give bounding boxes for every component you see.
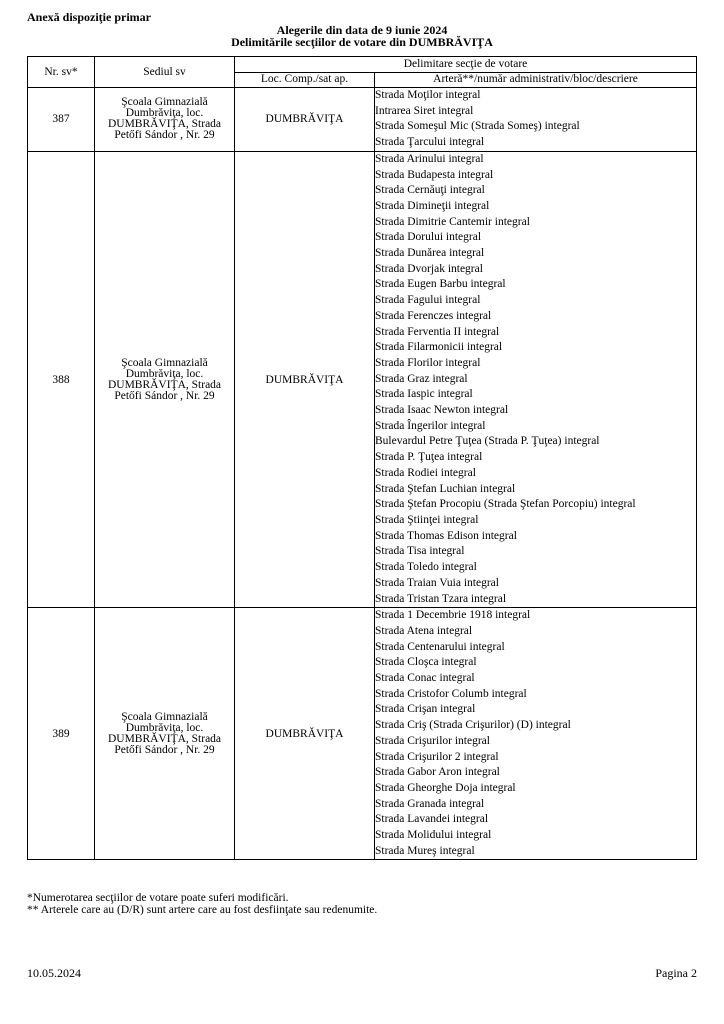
page-number: Pagina 2 — [655, 966, 697, 980]
street-item: Strada Mureş integral — [375, 844, 475, 857]
street-item: Strada Ştiinţei integral — [375, 513, 479, 526]
header-delimitare: Delimitare secţie de votare — [235, 57, 697, 73]
table-body — [28, 88, 697, 860]
street-item: Strada Rodiei integral — [375, 466, 476, 479]
table-row — [28, 608, 697, 860]
street-item: Strada Dorului integral — [375, 231, 482, 244]
station-address: Şcoala Gimnazială Dumbrăviţa, loc. DUMBRĂVIŢA, Strada Petőfi Sándor , Nr. 29 — [95, 88, 235, 152]
street-item: Strada Filarmonicii integral — [375, 341, 503, 354]
street-item: Strada Crişurilor integral — [375, 734, 490, 747]
footnote-numbering: *Numerotarea secţiilor de votare poate suferi modificări. — [27, 892, 289, 904]
footnote-arteries: ** Arterele care au (D/R) sunt artere care au fost desfiinţate sau redenumite. — [27, 904, 378, 916]
title-line-2: Delimitările secţiilor de votare din DUMBRĂVIŢA — [231, 35, 493, 49]
header-nr: Nr. sv* — [28, 57, 95, 88]
street-item: Strada Florilor integral — [375, 356, 481, 369]
street-item: Strada Someşul Mic (Strada Someş) integral — [375, 120, 580, 133]
street-item: Strada Dvorjak integral — [375, 262, 483, 275]
street-item: Strada Centenarului integral — [375, 640, 505, 653]
street-item: Strada Toledo integral — [375, 561, 477, 574]
street-item: Strada 1 Decembrie 1918 integral — [375, 609, 531, 622]
street-item: Intrarea Siret integral — [375, 104, 474, 117]
station-locality: DUMBRĂVIŢA — [235, 151, 375, 607]
street-item: Strada Dunărea integral — [375, 247, 485, 260]
street-item: Strada Cristofor Columb integral — [375, 687, 527, 700]
station-address: Şcoala Gimnazială Dumbrăviţa, loc. DUMBRĂVIŢA, Strada Petőfi Sándor , Nr. 29 — [95, 608, 235, 860]
street-item: Strada Tisa integral — [375, 545, 465, 558]
document-title — [0, 24, 724, 48]
annex-label: Anexă dispoziţie primar — [27, 10, 151, 24]
street-item: Strada Iaspic integral — [375, 388, 473, 401]
station-number: 389 — [28, 608, 95, 860]
footer-date: 10.05.2024 — [27, 966, 81, 980]
street-item: Strada Lavandei integral — [375, 813, 489, 826]
street-item: Strada Arinului integral — [375, 152, 484, 165]
station-streets — [375, 608, 697, 860]
street-item: Strada Conac integral — [375, 672, 475, 685]
street-item: Strada Gabor Aron integral — [375, 766, 500, 779]
header-sediu: Sediul sv — [95, 57, 235, 88]
street-item: Strada Budapesta integral — [375, 168, 494, 181]
street-item: Strada Ţarcului integral — [375, 136, 485, 149]
street-item: Bulevardul Petre Ţuţea (Strada P. Ţuţea) integral — [375, 435, 600, 448]
street-item: Strada Ştefan Procopiu (Strada Ştefan Porcopiu) integral — [375, 498, 636, 511]
title-line-1: Alegerile din data de 9 iunie 2024 — [276, 23, 448, 37]
table-row — [28, 88, 697, 152]
street-item: Strada Tristan Tzara integral — [375, 592, 507, 605]
street-item: Strada Granada integral — [375, 797, 485, 810]
street-item: Strada Graz integral — [375, 372, 468, 385]
street-item: Strada Ferenczes integral — [375, 309, 492, 322]
station-streets — [375, 151, 697, 607]
street-item: Strada Îngerilor integral — [375, 419, 486, 432]
street-item: Strada Crişan integral — [375, 703, 476, 716]
street-item: Strada Crişurilor 2 integral — [375, 750, 499, 763]
street-item: Strada Criş (Strada Crişurilor) (D) integral — [375, 719, 571, 732]
station-streets — [375, 88, 697, 152]
table-row — [28, 151, 697, 607]
station-locality: DUMBRĂVIŢA — [235, 608, 375, 860]
street-item: Strada Fagului integral — [375, 294, 481, 307]
street-item: Strada Gheorghe Doja integral — [375, 781, 516, 794]
street-item: Strada Cernăuţi integral — [375, 184, 485, 197]
street-item: Strada Isaac Newton integral — [375, 404, 509, 417]
street-item: Strada Atena integral — [375, 624, 473, 637]
station-number: 388 — [28, 151, 95, 607]
station-locality: DUMBRĂVIŢA — [235, 88, 375, 152]
street-item: Strada P. Ţuţea integral — [375, 451, 483, 464]
polling-stations-table — [27, 56, 697, 860]
street-item: Strada Thomas Edison integral — [375, 529, 517, 542]
street-item: Strada Moţilor integral — [375, 89, 481, 101]
header-artera: Arteră**/număr administrativ/bloc/descriere — [375, 72, 697, 88]
street-item: Strada Ferventia II integral — [375, 325, 500, 338]
street-item: Strada Dimitrie Cantemir integral — [375, 215, 530, 228]
street-item: Strada Traian Vuia integral — [375, 576, 499, 589]
station-number: 387 — [28, 88, 95, 152]
street-item: Strada Molidului integral — [375, 829, 492, 842]
station-address: Şcoala Gimnazială Dumbrăviţa, loc. DUMBRĂVIŢA, Strada Petőfi Sándor , Nr. 29 — [95, 151, 235, 607]
street-item: Strada Dimineţii integral — [375, 199, 490, 212]
street-item: Strada Ştefan Luchian integral — [375, 482, 516, 495]
street-item: Strada Cloşca integral — [375, 656, 477, 669]
street-item: Strada Eugen Barbu integral — [375, 278, 506, 291]
header-loc: Loc. Comp./sat ap. — [235, 72, 375, 88]
